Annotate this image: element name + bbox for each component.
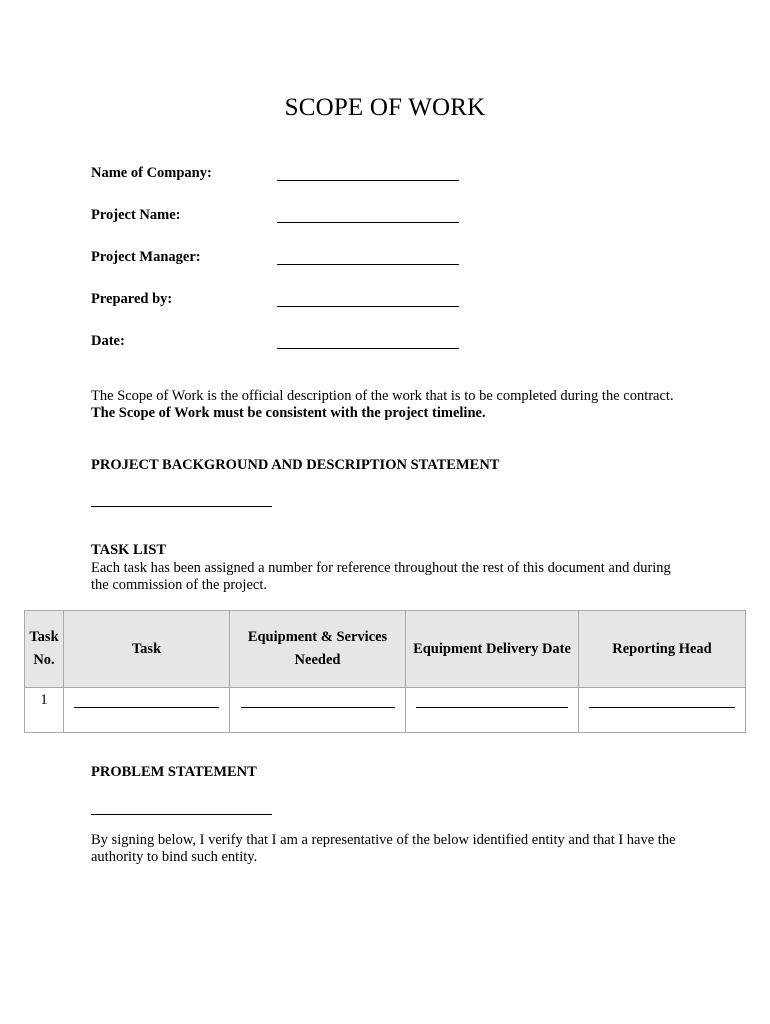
- background-heading: PROJECT BACKGROUND AND DESCRIPTION STATEMENT: [91, 457, 500, 473]
- task-table: [24, 610, 746, 733]
- row-reporting-cell[interactable]: [579, 688, 746, 733]
- task-list-heading: TASK LIST: [91, 542, 167, 558]
- header-task-no-top: Task: [29, 629, 59, 645]
- row-delivery-line: [416, 707, 567, 708]
- project-name-field[interactable]: [277, 222, 459, 223]
- intro-paragraph: [91, 388, 691, 422]
- row-delivery-cell[interactable]: [406, 688, 579, 733]
- background-field[interactable]: [91, 506, 272, 507]
- prepared-by-label: Prepared by:: [91, 291, 173, 307]
- row-task-cell[interactable]: [64, 688, 230, 733]
- document-title: SCOPE OF WORK: [284, 94, 486, 121]
- row-reporting-line: [589, 707, 735, 708]
- row-task-no: 1: [25, 688, 64, 733]
- project-manager-label: Project Manager:: [91, 249, 201, 265]
- header-reporting-head: Reporting Head: [579, 611, 746, 688]
- row-task-line: [74, 707, 219, 708]
- date-label: Date:: [91, 333, 125, 349]
- table-header-row: [25, 611, 746, 688]
- header-delivery-date: Equipment Delivery Date: [406, 611, 579, 688]
- header-equipment: [230, 611, 406, 688]
- header-task: Task: [64, 611, 230, 688]
- signing-paragraph: By signing below, I verify that I am a representative of the below identified entity and that I have the authority to bind such entity.: [91, 832, 676, 865]
- project-name-label: Project Name:: [91, 207, 181, 223]
- header-equipment-bottom: Needed: [294, 652, 341, 668]
- company-name-field[interactable]: [277, 180, 459, 181]
- header-task-no: [25, 611, 64, 688]
- header-task-no-bottom: No.: [33, 652, 55, 668]
- intro-bold-text: The Scope of Work must be consistent with the project timeline.: [91, 405, 486, 421]
- date-field[interactable]: [277, 348, 459, 349]
- row-equipment-line: [241, 707, 395, 708]
- row-equipment-cell[interactable]: [230, 688, 406, 733]
- table-row: [25, 688, 746, 733]
- task-list-description: Each task has been assigned a number for reference throughout the rest of this document and during the commission of the project.: [91, 560, 671, 593]
- problem-heading: PROBLEM STATEMENT: [91, 764, 257, 780]
- header-equipment-top: Equipment & Services: [247, 629, 388, 645]
- problem-field[interactable]: [91, 814, 272, 815]
- project-manager-field[interactable]: [277, 264, 459, 265]
- prepared-by-field[interactable]: [277, 306, 459, 307]
- company-name-label: Name of Company:: [91, 165, 212, 181]
- intro-text: The Scope of Work is the official description of the work that is to be completed during the contract.: [91, 388, 674, 404]
